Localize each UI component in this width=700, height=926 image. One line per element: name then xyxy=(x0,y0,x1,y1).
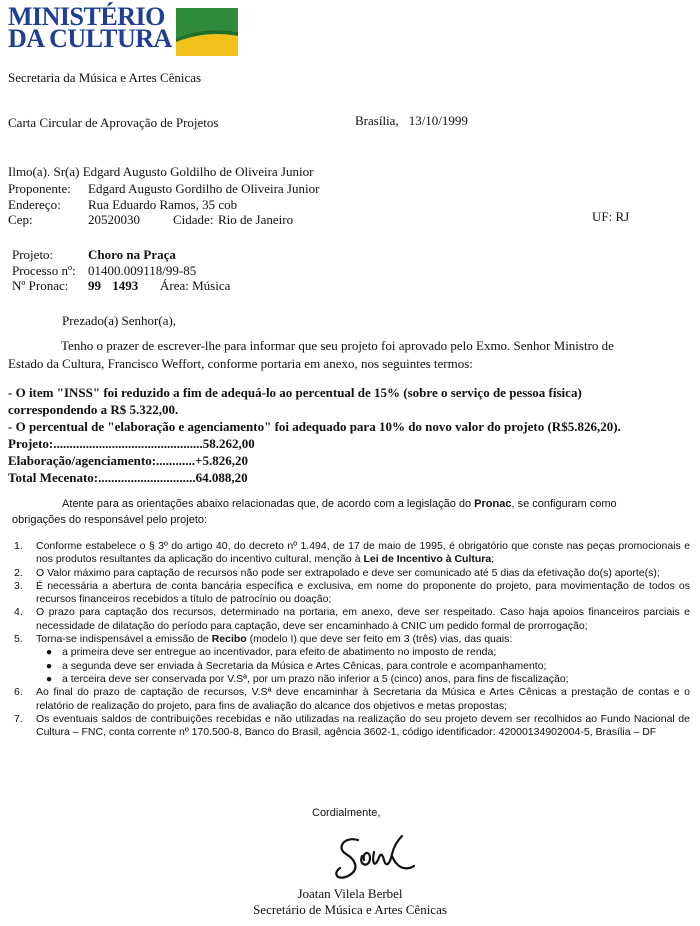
cep-value: 20520030 xyxy=(88,212,140,227)
proponente-value: Edgard Augusto Gordilho de Oliveira Junior xyxy=(88,181,320,196)
projeto-total: Projeto:..............................................58.262,00 xyxy=(8,436,255,451)
processo-value: 01400.009118/99-85 xyxy=(88,263,197,278)
pronac-row xyxy=(12,278,230,294)
item-text xyxy=(36,540,690,567)
processo-label: Processo nº: xyxy=(12,263,76,278)
uf-value: RJ xyxy=(615,209,630,224)
letter-date xyxy=(355,113,468,129)
signer-name: Joatan Vilela Berbel xyxy=(297,886,403,901)
bullet-text: a primeira deve ser entregue ao incentivador, para efeito de abatimento no imposto de renda; xyxy=(62,646,497,659)
atente-line-2: obrigações do responsável pelo projeto: xyxy=(12,514,208,526)
proponente-label: Proponente: xyxy=(8,181,71,196)
item-text xyxy=(36,633,690,646)
item-5-bold: Recibo xyxy=(211,633,247,646)
endereco-label: Endereço: xyxy=(8,197,61,212)
item-5-end: (modelo I) que deve ser feito em 3 (três) vias, das quais: xyxy=(246,633,513,646)
salutation: Prezado(a) Senhor(a), xyxy=(62,313,177,328)
item-5-text: Torna-se indispensável a emissão de xyxy=(36,633,212,646)
mecenato-total: Total Mecenato:..............................64.088,20 xyxy=(8,470,248,485)
ilmo-value: Edgard Augusto Goldilho de Oliveira Junior xyxy=(82,164,314,179)
atente-pronac: Pronac xyxy=(474,498,512,510)
item-text: Os eventuais saldos de contribuições recebidas e não utilizadas na realização do seu projeto devem ser recolhidos ao Fundo Nacional de Cultura – FNC, conta corrente nº 170.500-8, Banco do Brasil, agência 3602-1, código identificador: 42000134902004-5, Brasília – DF xyxy=(36,712,690,739)
item-number: 5. xyxy=(14,633,23,646)
intro-line-1: Tenho o prazer de escrever-lhe para informar que seu projeto foi aprovado pelo Exmo. Senhor Ministro de xyxy=(61,338,614,353)
atente-paragraph xyxy=(12,496,692,528)
orientations-list xyxy=(14,540,690,739)
date-city: Brasília, xyxy=(355,113,399,128)
item-number: 4. xyxy=(14,606,23,619)
atente-text-a: Atente para as orientações abaixo relacionadas que, de acordo com a legislação do xyxy=(62,498,475,510)
pronac-label: Nº Pronac: xyxy=(12,278,69,293)
endereco-value: Rua Eduardo Ramos, 35 cob xyxy=(88,197,238,212)
area-value: Música xyxy=(192,278,231,293)
list-item xyxy=(14,606,690,633)
bullet-icon: ● xyxy=(45,672,53,685)
secretariat-subtitle: Secretaria da Música e Artes Cênicas xyxy=(8,70,202,85)
intro-line-2: Estado da Cultura, Francisco Weffort, conforme portaria em anexo, nos seguintes termos: xyxy=(8,356,473,371)
bullet-item xyxy=(14,673,690,686)
list-item xyxy=(14,540,690,567)
list-item xyxy=(14,567,690,580)
term-1-line-1: - O item "INSS" foi reduzido a fim de adequá-lo ao percentual de 15% (sobre o serviço de pessoa física) xyxy=(8,385,582,400)
bullet-text: a segunda deve ser enviada à Secretaria da Música e Artes Cênicas, para controle e acompanhamento; xyxy=(62,659,547,672)
bullet-text: a terceira deve ser conservada por V.Sª, por um prazo não inferior a 5 (cinco) anos, para fins de fiscalização; xyxy=(62,672,569,685)
brazil-flag-logo-icon xyxy=(176,8,238,56)
list-item xyxy=(14,633,690,646)
uf-row xyxy=(592,209,629,225)
item-1-end: ; xyxy=(491,553,495,566)
pronac-value: 99 1493 xyxy=(88,278,139,293)
cep-label: Cep: xyxy=(8,212,33,227)
intro-paragraph xyxy=(8,337,694,373)
item-number: 7. xyxy=(14,712,23,725)
item-text: É necessária a abertura de conta bancária específica e exclusiva, em nome do proponente do projeto, para movimentação de todos os recursos financeiros recebidos a título de patrocínio ou doação; xyxy=(36,579,690,606)
item-number: 3. xyxy=(14,579,23,592)
ministry-logo-text xyxy=(8,2,172,53)
item-1-text: Conforme estabelece o § 3º do artigo 40, do decreto nº 1.494, de 17 de maio de 1995, é obrigatório que conste nas peças promocionais e nos produtos resultantes da aplicação do incentivo cultural, menção à xyxy=(36,540,690,566)
date-value: 13/10/1999 xyxy=(408,113,468,128)
list-item xyxy=(14,686,690,713)
projeto-row xyxy=(12,247,176,263)
item-text: O prazo para captação dos recursos, determinado na portaria, em anexo, deve ser respeitado. Caso haja apoios financeiros parciais e necessidade de dilatação do período para captação, deve ser encaminhado à CNIC um pedido formal de prorrogação; xyxy=(36,606,690,632)
letter-type: Carta Circular de Aprovação de Projetos xyxy=(8,115,219,130)
uf-label: UF: xyxy=(592,209,613,224)
term-1-line-2: correspondendo a R$ 5.322,00. xyxy=(8,402,179,417)
item-text: O Valor máximo para captação de recursos não pode ser extrapolado e deve ser comunicado até 5 dias da efetivação do(s) aporte(s); xyxy=(36,566,660,579)
projeto-label: Projeto: xyxy=(12,247,54,262)
logo-line-1: MINISTÉRIO xyxy=(8,2,165,31)
endereco-row xyxy=(8,197,237,213)
atente-line-1 xyxy=(12,496,692,512)
list-item xyxy=(14,580,690,607)
signer-title: Secretário de Música e Artes Cênicas xyxy=(253,902,447,917)
item-1-bold: Lei de Incentivo à Cultura xyxy=(363,553,492,566)
ilmo-row xyxy=(8,164,313,180)
list-item xyxy=(14,713,690,740)
closing-text: Cordialmente, xyxy=(312,807,381,819)
bullet-icon: ● xyxy=(45,659,53,672)
ilmo-label: Ilmo(a). Sr(a) xyxy=(8,164,80,179)
item-number: 2. xyxy=(14,566,23,579)
projeto-value: Choro na Praça xyxy=(88,247,176,262)
bullet-icon: ● xyxy=(45,646,53,659)
area-label: Área: xyxy=(160,278,189,293)
handwritten-signature-icon xyxy=(318,826,418,888)
term-2-line-1: - O percentual de "elaboração e agenciamento" foi adequado para 10% do novo valor do projeto (R$5.826,20). xyxy=(8,419,621,434)
bullet-item xyxy=(14,660,690,673)
logo-line-2: DA CULTURA xyxy=(8,24,172,53)
proponente-row xyxy=(8,181,319,197)
cidade-label: Cidade: xyxy=(173,212,214,227)
item-number: 1. xyxy=(14,540,23,552)
cidade-value: Rio de Janeiro xyxy=(218,212,294,227)
processo-row xyxy=(12,263,196,279)
item-number: 6. xyxy=(14,686,23,699)
atente-text-b: , se configuram como xyxy=(511,498,617,510)
cep-row xyxy=(8,212,293,228)
item-text: Ao final do prazo de captação de recursos, V.Sª deve encaminhar à Secretaria da Música e Artes Cênicas a prestação de contas e o relatório de realização do projeto, para fins de avaliação do alcance dos objetivos e metas propostas; xyxy=(36,686,690,712)
terms-block xyxy=(8,384,698,486)
bullet-item xyxy=(14,646,690,659)
elaboracao-total: Elaboração/agenciamento:............+5.826,20 xyxy=(8,453,248,468)
